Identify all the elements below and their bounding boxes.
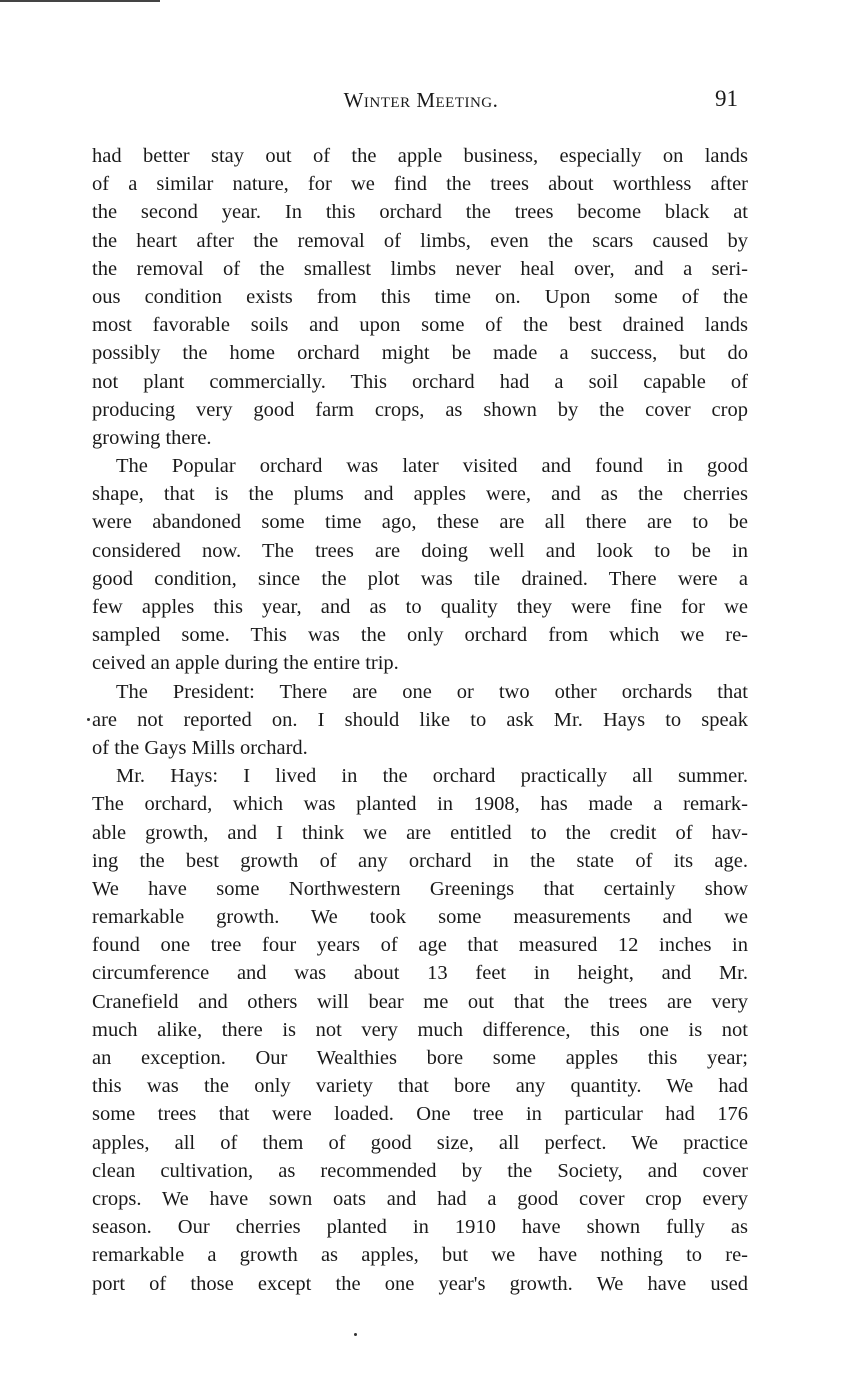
page-edge-rule [0,0,160,2]
text-line: this was the only variety that bore any quantity. We had [92,1075,748,1098]
text-line: an exception. Our Wealthies bore some apples this year; [92,1047,748,1069]
text-line: able growth, and I think we are entitled to the credit of hav- [92,821,748,844]
text-line: port of those except the one year's growth. We have used [92,1272,748,1295]
ink-speck [87,718,90,721]
text-line: good condition, since the plot was tile drained. There were a [92,567,748,590]
text-line: most favorable soils and upon some of the best drained lands [92,314,748,337]
paragraph-first-line: The President: There are one or two other orchards that [116,680,748,703]
text-line: the second year. In this orchard the trees become black at [92,201,748,224]
text-line: crops. We have sown oats and had a good cover crop every [92,1187,748,1210]
text-line: remarkable a growth as apples, but we have nothing to re- [92,1244,748,1267]
paragraph-last-line: of the Gays Mills orchard. [92,736,308,759]
text-line: ing the best growth of any orchard in the state of its age. [92,849,748,872]
text-line: considered now. The trees are doing well and look to be in [92,539,748,562]
text-line: had better stay out of the apple business, especially on lands [92,145,748,167]
text-line: The orchard, which was planted in 1908, has made a remark- [92,793,748,816]
paragraph-last-line: ceived an apple during the entire trip. [92,652,399,675]
text-line: found one tree four years of age that measured 12 inches in [92,934,748,957]
text-line: sampled some. This was the only orchard from which we re- [92,624,748,647]
text-line: apples, all of them of good size, all perfect. We practice [92,1131,748,1154]
text-line: season. Our cherries planted in 1910 have shown fully as [92,1216,748,1239]
running-head [96,88,746,118]
ink-speck [354,1333,357,1336]
running-head-title: Winter Meeting. [343,88,499,112]
text-line: the removal of the smallest limbs never heal over, and a seri- [92,257,748,280]
text-line: shape, that is the plums and apples were, and as the cherries [92,483,748,506]
text-line: circumference and was about 13 feet in height, and Mr. [92,962,748,985]
text-line: of a similar nature, for we find the trees about worthless after [92,173,748,196]
text-line: remarkable growth. We took some measurements and we [92,906,748,929]
body-text [92,142,748,1298]
text-line: were abandoned some time ago, these are all there are to be [92,511,748,534]
text-line: ous condition exists from this time on. Upon some of the [92,285,748,308]
text-line: are not reported on. I should like to ask Mr. Hays to speak [92,708,748,731]
text-line: producing very good farm crops, as shown by the cover crop [92,398,748,421]
text-line: clean cultivation, as recommended by the Society, and cover [92,1159,748,1182]
text-line: Cranefield and others will bear me out that the trees are very [92,990,748,1013]
text-line: We have some Northwestern Greenings that certainly show [92,877,748,900]
text-line: some trees that were loaded. One tree in particular had 176 [92,1103,748,1126]
text-line: much alike, there is not very much difference, this one is not [92,1018,748,1041]
paragraph-first-line: Mr. Hays: I lived in the orchard practically all summer. [116,765,748,788]
page-number: 91 [715,86,738,111]
text-line: few apples this year, and as to quality they were fine for we [92,596,748,618]
text-line: the heart after the removal of limbs, even the scars caused by [92,229,748,252]
paragraph-last-line: growing there. [92,426,212,449]
text-line: possibly the home orchard might be made a success, but do [92,342,748,365]
paragraph-first-line: The Popular orchard was later visited and found in good [116,455,748,478]
text-line: not plant commercially. This orchard had a soil capable of [92,370,748,393]
